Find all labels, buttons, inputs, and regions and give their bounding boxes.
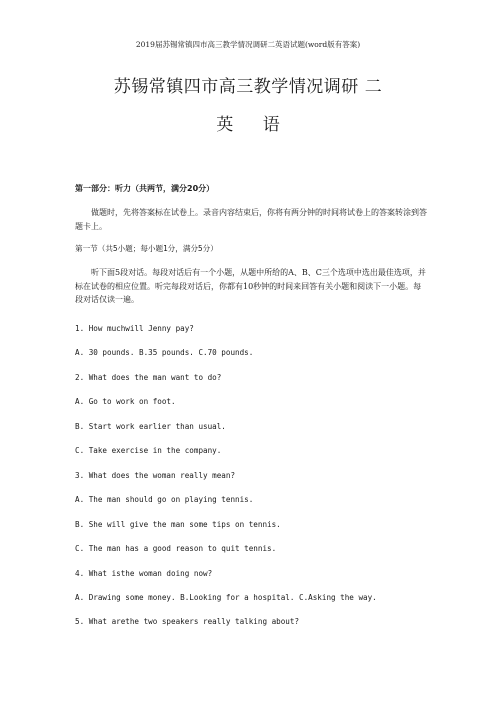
part1-instructions: 做题时，先将答案标在试卷上。录音内容结束后，你将有两分钟的时间将试卷上的答案转涂到答题卡上。 (75, 208, 427, 231)
question-2-option-b: B. Start work earlier than usual. (75, 422, 226, 431)
question-2-option-c: C. Take exercise in the company. (75, 446, 222, 455)
question-3-option-a: A. The man should go on playing tennis. (75, 495, 254, 504)
question-3-option-b: B. She will give the man some tips on tennis. (75, 520, 281, 529)
page-header: 2019届苏锡常镇四市高三教学情况调研二英语试题(word版有答案) (135, 40, 361, 49)
question-3-option-c: C. The man has a good reason to quit tennis. (75, 544, 277, 553)
question-4-stem: 4. What isthe woman doing now? (75, 569, 213, 578)
subject-title: 英 语 (216, 115, 292, 135)
question-5-stem: 5. What arethe two speakers really talking about? (75, 617, 300, 626)
question-2-option-a: A. Go to work on foot. (75, 397, 176, 406)
question-4-options: A. Drawing some money. B.Looking for a hospital. C.Asking the way. (75, 593, 377, 602)
section1-instructions: 听下面5段对话。每段对话后有一个小题，从题中所给的A、B、C三个选项中选出最佳选项，并标在试卷的相应位置。听完每段对话后，你都有10秒钟的时间来回答有关小题和阅读下一小题。每段对话仅读一遍。 (75, 268, 426, 304)
exam-title: 苏锡常镇四市高三教学情况调研 二 (113, 77, 383, 97)
question-2-stem: 2. What does the man want to do? (75, 373, 222, 382)
question-1-options: A. 30 pounds. B.35 pounds. C.70 pounds. (75, 348, 254, 357)
part1-heading: 第一部分：听力（共两节，满分20分） (75, 184, 215, 193)
section1-heading: 第一节（共5小题；每小题1分，满分5分） (75, 244, 218, 253)
question-3-stem: 3. What does the woman really mean? (75, 471, 236, 480)
question-1-stem: 1. How muchwill Jenny pay? (75, 324, 194, 333)
